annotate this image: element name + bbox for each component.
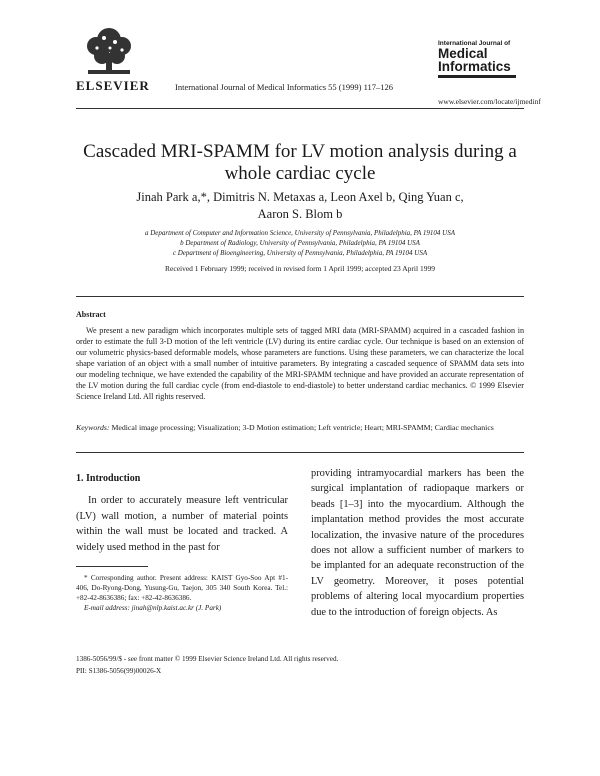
issn-line: 1386-5056/99/$ - see front matter © 1999 Elsevier Science Ireland Ltd. All rights reserved.: [76, 655, 339, 663]
affiliation-c: c Department of Bioengineering, University of Pennsylvania, Philadelphia, PA 19104 USA: [172, 249, 428, 257]
pii-line: PII: S1386-5056(99)00026-X: [76, 667, 162, 675]
affiliation-a: a Department of Computer and Information Science, University of Pennsylvania, Philadelphia, PA 19104 USA: [144, 229, 456, 237]
footnote: [76, 573, 288, 613]
affiliations: [90, 228, 510, 258]
publication-info: [76, 653, 338, 677]
journal-reference: International Journal of Medical Informatics 55 (1999) 117–126: [175, 82, 394, 92]
section-heading-introduction: 1. Introduction: [76, 473, 141, 484]
brand-line-3: Informatics: [438, 59, 511, 74]
footnote-rule: [76, 566, 148, 567]
abstract-heading: Abstract: [76, 310, 106, 319]
authors-line-1: Jinah Park a,*, Dimitris N. Metaxas a, Leon Axel b, Qing Yuan c,: [136, 190, 464, 204]
intro-left-column: In order to accurately measure left ventricular (LV) wall motion, a number of material points within the wall must be located and tracked. A widely used method in the past for: [76, 495, 288, 553]
abstract-bottom-rule: [76, 452, 524, 453]
abstract-top-rule: [76, 296, 524, 297]
brand-bar: [438, 75, 516, 78]
journal-url[interactable]: www.elsevier.com/locate/ijmedinf: [438, 97, 541, 106]
publisher-name: ELSEVIER: [76, 78, 150, 93]
keywords-label: Keywords:: [76, 423, 110, 432]
authors-line-2: Aaron S. Blom b: [257, 207, 343, 221]
author-list: [90, 189, 510, 223]
brand-line-1: International Journal of: [438, 40, 511, 47]
publisher-logo: [76, 26, 150, 94]
received-dates: Received 1 February 1999; received in revised form 1 April 1999; accepted 23 April 1999: [165, 264, 435, 273]
footnote-email: E-mail address: jinah@nlp.kaist.ac.kr (J. Park): [84, 604, 222, 612]
affiliation-b: b Department of Radiology, University of Pennsylvania, Philadelphia, PA 19104 USA: [180, 239, 420, 247]
elsevier-tree-icon: [82, 26, 136, 76]
keywords-text: Medical image processing; Visualization; 3-D Motion estimation; Left ventricle; Heart; MRI-SPAMM; Cardiac mechanics: [111, 423, 494, 432]
header-rule: [76, 108, 524, 109]
intro-right-column: providing intramyocardial markers has been the surgical implantation of radiopaque markers or beads [1–3] into the myocardium. Although the implantation method provides the most accurate localization, the invasive nature of the procedures does not allow a sufficient number of markers to be implanted for an adequate reconstruction of the LV geometry. Moreover, it poses potential problems of altering local myocardium properties due to the introduction of foreign objects. As: [311, 468, 524, 618]
journal-brand: [438, 40, 528, 78]
paper-title: Cascaded MRI-SPAMM for LV motion analysis during a whole cardiac cycle: [83, 141, 517, 184]
keywords: [76, 423, 524, 434]
brand-line-2: Medical: [438, 46, 488, 61]
abstract-text: We present a new paradigm which incorporates multiple sets of tagged MRI data (MRI-SPAMM) acquired in a cascaded fashion in order to estimate the full 3-D motion of the left ventricle (LV) during its entire cardiac cycle. Our technique is based on an extension of our volumetric physics-based deformable models, whose parameters are functions. Using these parameters, we can characterize the local shape variation of an object with a small number of intuitive parameters. By integrating a cascaded sequence of SPAMM data sets into our modeling technique, we have extended the capability of the MRI-SPAMM technique and have provided an accurate representation of the LV motion during the full cardiac cycle (from end-diastole to end-diastole) to better understand cardiac mechanics. © 1999 Elsevier Science Ireland Ltd. All rights reserved.: [76, 326, 524, 401]
footnote-corresponding-author: * Corresponding author. Present address: KAIST Gyo-Soo Apt #1-406, Do-Ryong-Dong, Yusung-Gu, Taejon, 305 340 South Korea. Tel.: +82-42-8636386; fax: +82-42-8636386.: [76, 574, 288, 602]
